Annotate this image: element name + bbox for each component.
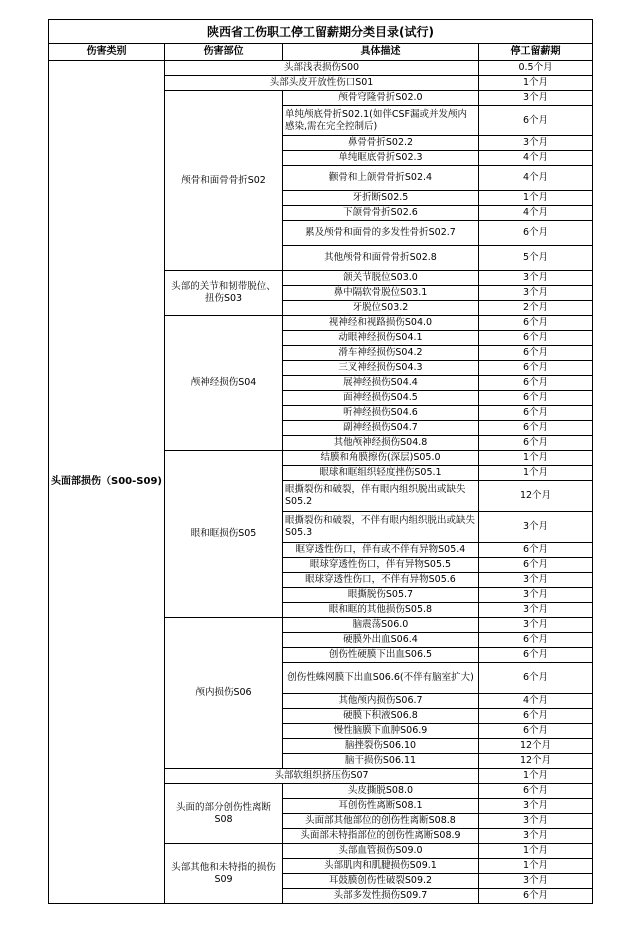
desc-cell: 脑干损伤S06.11 <box>283 754 479 769</box>
part-cell: 颅内损伤S06 <box>165 618 283 769</box>
duration-cell: 6个月 <box>479 221 593 246</box>
duration-cell: 3个月 <box>479 271 593 286</box>
duration-cell: 6个月 <box>479 663 593 694</box>
desc-cell: 眼撕脱伤S05.7 <box>283 588 479 603</box>
duration-cell: 1个月 <box>479 191 593 206</box>
duration-cell: 3个月 <box>479 286 593 301</box>
desc-cell: 头面部其他部位的创伤性离断S08.8 <box>283 814 479 829</box>
duration-cell: 4个月 <box>479 151 593 166</box>
duration-cell: 3个月 <box>479 603 593 618</box>
duration-cell: 6个月 <box>479 106 593 136</box>
duration-cell: 3个月 <box>479 874 593 889</box>
desc-cell: 单纯眶底骨折S02.3 <box>283 151 479 166</box>
duration-cell: 6个月 <box>479 633 593 648</box>
duration-cell: 3个月 <box>479 799 593 814</box>
duration-cell: 3个月 <box>479 618 593 633</box>
duration-cell: 6个月 <box>479 316 593 331</box>
desc-cell: 三叉神经损伤S04.3 <box>283 361 479 376</box>
desc-cell: 眼球穿透性伤口，伴有异物S05.5 <box>283 558 479 573</box>
part-cell: 颅骨和面骨骨折S02 <box>165 91 283 271</box>
desc-cell: 颧骨和上颌骨骨折S02.4 <box>283 166 479 191</box>
desc-cell: 下颌骨骨折S02.6 <box>283 206 479 221</box>
duration-cell: 6个月 <box>479 346 593 361</box>
desc-cell: 其他颅神经损伤S04.8 <box>283 436 479 451</box>
desc-cell: 耳创伤性离断S08.1 <box>283 799 479 814</box>
duration-cell: 1个月 <box>479 769 593 784</box>
category-cell: 头面部损伤（S00-S09) <box>49 61 165 904</box>
desc-cell: 创伤性硬膜下出血S06.5 <box>283 648 479 663</box>
part-cell: 眼和眶损伤S05 <box>165 451 283 618</box>
header-part: 伤害部位 <box>165 44 283 61</box>
duration-cell: 6个月 <box>479 391 593 406</box>
part-cell: 头部头皮开放性伤口S01 <box>165 76 479 91</box>
desc-cell: 脑挫裂伤S06.10 <box>283 739 479 754</box>
desc-cell: 其他颅内损伤S06.7 <box>283 694 479 709</box>
header-category: 伤害类别 <box>49 44 165 61</box>
duration-cell: 6个月 <box>479 543 593 558</box>
header-desc: 具体描述 <box>283 44 479 61</box>
desc-cell: 颌关节脱位S03.0 <box>283 271 479 286</box>
duration-cell: 6个月 <box>479 648 593 663</box>
duration-cell: 6个月 <box>479 406 593 421</box>
desc-cell: 鼻中隔软骨脱位S03.1 <box>283 286 479 301</box>
desc-cell: 眼球穿透性伤口，不伴有异物S05.6 <box>283 573 479 588</box>
duration-cell: 0.5个月 <box>479 61 593 76</box>
desc-cell: 眼撕裂伤和破裂，不伴有眼内组织脱出或缺失S05.3 <box>283 512 479 543</box>
duration-cell: 12个月 <box>479 754 593 769</box>
duration-cell: 6个月 <box>479 558 593 573</box>
part-cell: 头部其他和未特指的损伤S09 <box>165 844 283 904</box>
duration-cell: 6个月 <box>479 361 593 376</box>
duration-cell: 12个月 <box>479 739 593 754</box>
desc-cell: 动眼神经损伤S04.1 <box>283 331 479 346</box>
desc-cell: 鼻骨骨折S02.2 <box>283 136 479 151</box>
desc-cell: 其他颅骨和面骨骨折S02.8 <box>283 246 479 271</box>
desc-cell: 面神经损伤S04.5 <box>283 391 479 406</box>
duration-cell: 6个月 <box>479 376 593 391</box>
desc-cell: 硬膜下积液S06.8 <box>283 709 479 724</box>
duration-cell: 1个月 <box>479 466 593 481</box>
part-cell: 头部浅表损伤S00 <box>165 61 479 76</box>
classification-table <box>48 19 593 904</box>
duration-cell: 1个月 <box>479 844 593 859</box>
desc-cell: 头部肌肉和肌腱损伤S09.1 <box>283 859 479 874</box>
duration-cell: 6个月 <box>479 724 593 739</box>
duration-cell: 2个月 <box>479 301 593 316</box>
duration-cell: 1个月 <box>479 451 593 466</box>
desc-cell: 头部血管损伤S09.0 <box>283 844 479 859</box>
duration-cell: 3个月 <box>479 512 593 543</box>
duration-cell: 6个月 <box>479 709 593 724</box>
desc-cell: 单纯颅底骨折S02.1(如伴CSF漏或并发颅内感染,需在完全控制后) <box>283 106 479 136</box>
part-cell: 头部的关节和韧带脱位、扭伤S03 <box>165 271 283 316</box>
desc-cell: 牙折断S02.5 <box>283 191 479 206</box>
duration-cell: 4个月 <box>479 166 593 191</box>
duration-cell: 1个月 <box>479 859 593 874</box>
desc-cell: 头皮撕脱S08.0 <box>283 784 479 799</box>
desc-cell: 耳鼓膜创伤性破裂S09.2 <box>283 874 479 889</box>
header-duration: 停工留薪期 <box>479 44 593 61</box>
desc-cell: 眼球和眶组织轻度挫伤S05.1 <box>283 466 479 481</box>
desc-cell: 颅骨穹隆骨折S02.0 <box>283 91 479 106</box>
duration-cell: 3个月 <box>479 573 593 588</box>
desc-cell: 副神经损伤S04.7 <box>283 421 479 436</box>
desc-cell: 牙脱位S03.2 <box>283 301 479 316</box>
duration-cell: 3个月 <box>479 136 593 151</box>
duration-cell: 6个月 <box>479 421 593 436</box>
desc-cell: 头部多发性损伤S09.7 <box>283 889 479 904</box>
desc-cell: 听神经损伤S04.6 <box>283 406 479 421</box>
desc-cell: 累及颅骨和面骨的多发性骨折S02.7 <box>283 221 479 246</box>
desc-cell: 创伤性蛛网膜下出血S06.6(不伴有脑室扩大) <box>283 663 479 694</box>
part-cell: 头面的部分创伤性离断S08 <box>165 784 283 844</box>
desc-cell: 滑车神经损伤S04.2 <box>283 346 479 361</box>
desc-cell: 头面部未特指部位的创伤性离断S08.9 <box>283 829 479 844</box>
desc-cell: 脑震荡S06.0 <box>283 618 479 633</box>
part-cell: 头部软组织挤压伤S07 <box>165 769 479 784</box>
document-title: 陕西省工伤职工停工留薪期分类目录(试行) <box>49 20 593 44</box>
desc-cell: 眼撕裂伤和破裂，伴有眼内组织脱出或缺失S05.2 <box>283 481 479 512</box>
duration-cell: 1个月 <box>479 76 593 91</box>
duration-cell: 4个月 <box>479 206 593 221</box>
desc-cell: 视神经和视路损伤S04.0 <box>283 316 479 331</box>
duration-cell: 5个月 <box>479 246 593 271</box>
desc-cell: 硬膜外出血S06.4 <box>283 633 479 648</box>
desc-cell: 展神经损伤S04.4 <box>283 376 479 391</box>
duration-cell: 6个月 <box>479 436 593 451</box>
desc-cell: 慢性脑膜下血肿S06.9 <box>283 724 479 739</box>
desc-cell: 眼和眶的其他损伤S05.8 <box>283 603 479 618</box>
duration-cell: 3个月 <box>479 814 593 829</box>
duration-cell: 6个月 <box>479 331 593 346</box>
desc-cell: 结膜和角膜擦伤(深层)S05.0 <box>283 451 479 466</box>
desc-cell: 眶穿透性伤口，伴有或不伴有异物S05.4 <box>283 543 479 558</box>
duration-cell: 6个月 <box>479 784 593 799</box>
duration-cell: 3个月 <box>479 91 593 106</box>
duration-cell: 6个月 <box>479 889 593 904</box>
duration-cell: 3个月 <box>479 588 593 603</box>
duration-cell: 3个月 <box>479 829 593 844</box>
part-cell: 颅神经损伤S04 <box>165 316 283 451</box>
duration-cell: 12个月 <box>479 481 593 512</box>
duration-cell: 4个月 <box>479 694 593 709</box>
